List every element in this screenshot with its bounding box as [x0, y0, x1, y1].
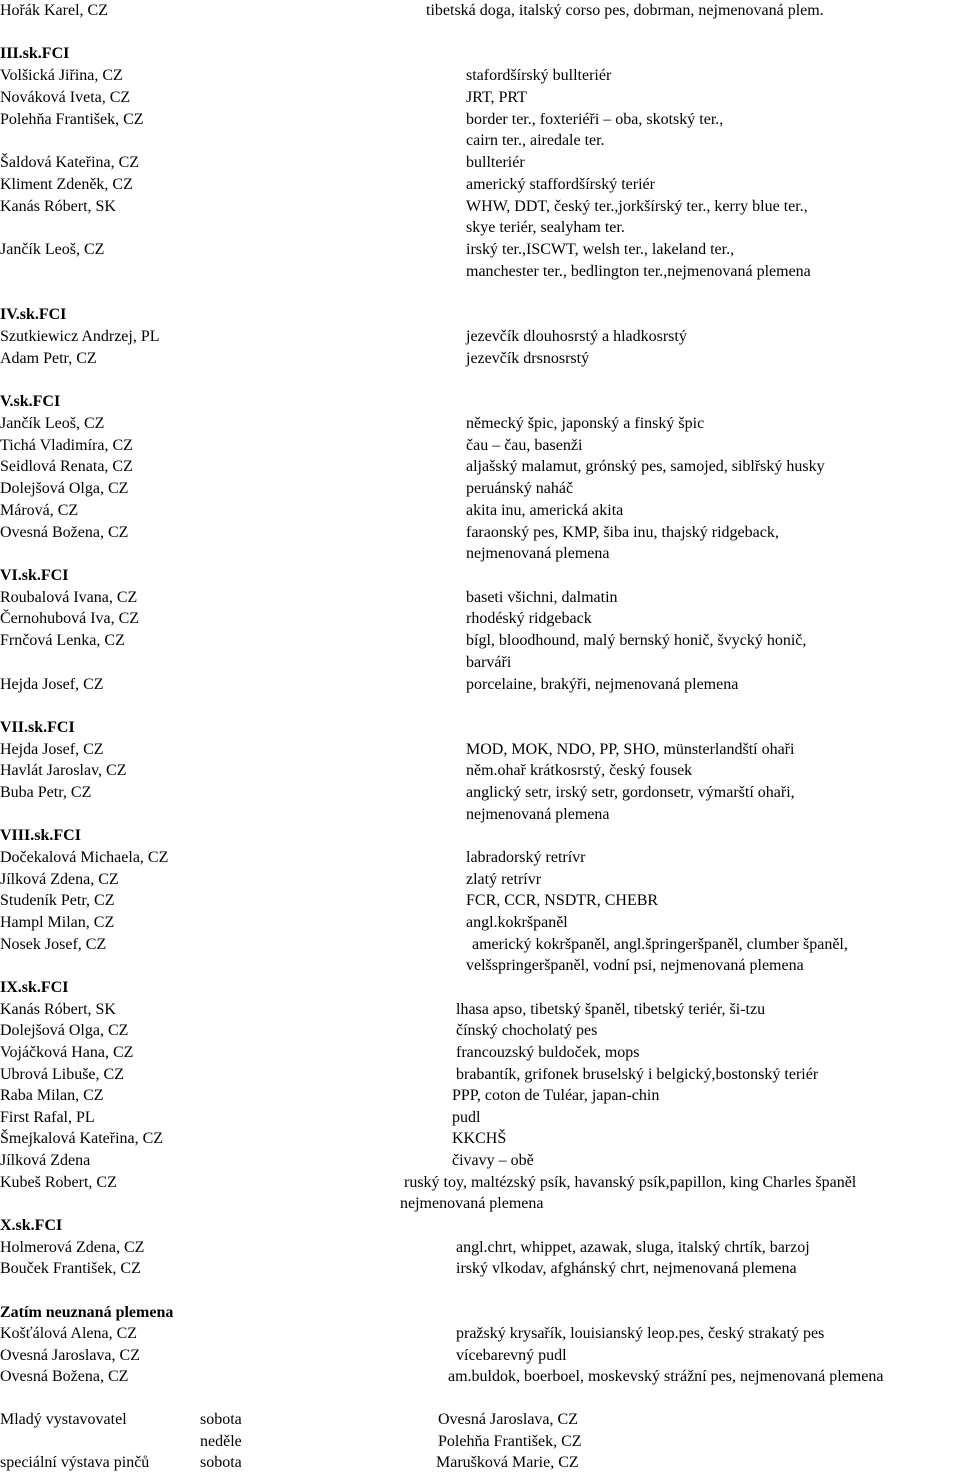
text-line: Roubalová Ivana, CZ: [0, 589, 138, 606]
text-line: angl.kokršpaněl: [466, 914, 568, 931]
text-line: Kanás Róbert, SK: [0, 1001, 116, 1018]
text-line: Ovesná Božena, CZ: [0, 524, 129, 541]
text-line: am.buldok, boerboel, moskevský strážní pes, nejmenovaná plemena: [448, 1368, 884, 1385]
text-line: Hejda Josef, CZ: [0, 741, 104, 758]
text-line: Hejda Josef, CZ: [0, 676, 104, 693]
text-line: Mladý vystavovatel: [0, 1411, 127, 1428]
text-line: pražský krysařík, louisianský leop.pes, český strakatý pes: [456, 1325, 825, 1342]
section-heading: VII.sk.FCI: [0, 719, 75, 736]
text-line: Dočekalová Michaela, CZ: [0, 849, 169, 866]
text-line: Nosek Josef, CZ: [0, 936, 107, 953]
text-line: WHW, DDT, český ter.,jorkšírský ter., kerry blue ter.,: [466, 198, 808, 215]
text-line: velšspringeršpaněl, vodní psi, nejmenovaná plemena: [466, 957, 804, 974]
text-line: Polehňa František, CZ: [438, 1433, 582, 1450]
text-line: Šmejkalová Kateřina, CZ: [0, 1130, 164, 1147]
text-line: Márová, CZ: [0, 502, 79, 519]
text-line: Tichá Vladimíra, CZ: [0, 437, 133, 454]
text-line: něm.ohař krátkosrstý, český fousek: [466, 762, 693, 779]
text-line: Košťálová Alena, CZ: [0, 1325, 138, 1342]
section-heading: Zatím neuznaná plemena: [0, 1304, 174, 1321]
text-line: Studeník Petr, CZ: [0, 892, 115, 909]
text-line: labradorský retrívr: [466, 849, 586, 866]
text-line: Jílková Zdena, CZ: [0, 871, 119, 888]
section-heading: IX.sk.FCI: [0, 979, 69, 996]
section-heading: V.sk.FCI: [0, 393, 61, 410]
text-line: Szutkiewicz Andrzej, PL: [0, 328, 160, 345]
text-line: FCR, CCR, NSDTR, CHEBR: [466, 892, 659, 909]
text-line: Bouček František, CZ: [0, 1260, 141, 1277]
text-line: Dolejšová Olga, CZ: [0, 480, 129, 497]
text-line: Dolejšová Olga, CZ: [0, 1022, 129, 1039]
text-line: Ovesná Jaroslava, CZ: [0, 1347, 140, 1364]
text-line: rhodéský ridgeback: [466, 610, 592, 627]
text-line: Jančík Leoš, CZ: [0, 415, 105, 432]
text-line: bígl, bloodhound, malý bernský honič, švycký honič,: [466, 632, 807, 649]
text-line: bullteriér: [466, 154, 525, 171]
text-line: anglický setr, irský setr, gordonsetr, výmarští ohaři,: [466, 784, 795, 801]
text-line: Frnčová Lenka, CZ: [0, 632, 125, 649]
text-line: americký staffordšírský teriér: [466, 176, 655, 193]
text-line: brabantík, grifonek bruselský i belgický,bostonský teriér: [456, 1066, 819, 1083]
text-line: cairn ter., airedale ter.: [466, 132, 605, 149]
text-line: jezevčík drsnosrstý: [466, 350, 590, 367]
text-line: irský vlkodav, afghánský chrt, nejmenovaná plemena: [456, 1260, 797, 1277]
text-line: Jílková Zdena: [0, 1152, 91, 1169]
text-line: tibetská doga, italský corso pes, dobrman, nejmenovaná plem.: [426, 2, 824, 19]
section-heading: VI.sk.FCI: [0, 567, 69, 584]
text-line: sobota: [200, 1411, 242, 1428]
text-line: PPP, coton de Tuléar, japan-chin: [452, 1087, 660, 1104]
text-line: Polehňa František, CZ: [0, 111, 144, 128]
text-line: First Rafal, PL: [0, 1109, 95, 1126]
text-line: border ter., foxteriéři – oba, skotský ter.,: [466, 111, 724, 128]
text-line: Marušková Marie, CZ: [436, 1454, 579, 1471]
text-line: americký kokršpaněl, angl.špringeršpaněl, clumber španěl,: [472, 936, 848, 953]
text-line: Hampl Milan, CZ: [0, 914, 115, 931]
text-line: speciální výstava pinčů: [0, 1454, 150, 1471]
section-heading: VIII.sk.FCI: [0, 827, 81, 844]
text-line: zlatý retrívr: [466, 871, 542, 888]
text-line: Kubeš Robert, CZ: [0, 1174, 117, 1191]
text-line: akita inu, americká akita: [466, 502, 624, 519]
text-line: porcelaine, brakýři, nejmenovaná plemena: [466, 676, 739, 693]
text-line: francouzský buldoček, mops: [456, 1044, 640, 1061]
text-line: manchester ter., bedlington ter.,nejmenovaná plemena: [466, 263, 811, 280]
text-line: Volšická Jiřina, CZ: [0, 67, 123, 84]
text-line: Adam Petr, CZ: [0, 350, 97, 367]
text-line: KKCHŠ: [452, 1130, 507, 1147]
text-line: neděle: [200, 1433, 242, 1450]
text-line: Šaldová Kateřina, CZ: [0, 154, 140, 171]
text-line: baseti všichni, dalmatin: [466, 589, 618, 606]
section-heading: III.sk.FCI: [0, 45, 70, 62]
text-line: JRT, PRT: [466, 89, 527, 106]
text-line: Kliment Zdeněk, CZ: [0, 176, 133, 193]
text-line: faraonský pes, KMP, šiba inu, thajský ridgeback,: [466, 524, 779, 541]
text-line: jezevčík dlouhosrstý a hladkosrstý: [466, 328, 687, 345]
text-line: nejmenovaná plemena: [466, 545, 610, 562]
text-line: stafordšírský bullteriér: [466, 67, 612, 84]
section-heading: IV.sk.FCI: [0, 306, 67, 323]
text-line: Buba Petr, CZ: [0, 784, 92, 801]
text-line: MOD, MOK, NDO, PP, SHO, münsterlandští ohaři: [466, 741, 795, 758]
text-line: Nováková Iveta, CZ: [0, 89, 131, 106]
text-line: skye teriér, sealyham ter.: [466, 219, 625, 236]
text-line: sobota: [200, 1454, 242, 1471]
section-heading: X.sk.FCI: [0, 1217, 63, 1234]
text-line: ruský toy, maltézský psík, havanský psík,papillon, king Charles španěl: [404, 1174, 857, 1191]
text-line: barváři: [466, 654, 512, 671]
text-line: nejmenovaná plemena: [466, 806, 610, 823]
text-line: čivavy – obě: [452, 1152, 534, 1169]
text-line: Hořák Karel, CZ: [0, 2, 108, 19]
text-line: německý špic, japonský a finský špic: [466, 415, 705, 432]
text-line: Ovesná Božena, CZ: [0, 1368, 129, 1385]
text-line: nejmenovaná plemena: [400, 1195, 544, 1212]
text-line: irský ter.,ISCWT, welsh ter., lakeland ter.,: [466, 241, 735, 258]
text-line: pudl: [452, 1109, 481, 1126]
text-line: Raba Milan, CZ: [0, 1087, 104, 1104]
text-line: Havlát Jaroslav, CZ: [0, 762, 127, 779]
text-line: aljašský malamut, grónský pes, samojed, siblřský husky: [466, 458, 825, 475]
text-line: Ovesná Jaroslava, CZ: [438, 1411, 578, 1428]
text-line: angl.chrt, whippet, azawak, sluga, italský chrtík, barzoj: [456, 1239, 810, 1256]
text-line: vícebarevný pudl: [456, 1347, 567, 1364]
text-line: Holmerová Zdena, CZ: [0, 1239, 145, 1256]
text-line: Seidlová Renata, CZ: [0, 458, 133, 475]
text-line: Kanás Róbert, SK: [0, 198, 116, 215]
text-line: Ubrová Libuše, CZ: [0, 1066, 124, 1083]
text-line: Černohubová Iva, CZ: [0, 610, 140, 627]
text-line: Jančík Leoš, CZ: [0, 241, 105, 258]
text-line: lhasa apso, tibetský španěl, tibetský teriér, ši-tzu: [456, 1001, 766, 1018]
text-line: peruánský naháč: [466, 480, 574, 497]
text-line: čínský chocholatý pes: [456, 1022, 598, 1039]
text-line: čau – čau, basenži: [466, 437, 583, 454]
text-line: Vojáčková Hana, CZ: [0, 1044, 134, 1061]
